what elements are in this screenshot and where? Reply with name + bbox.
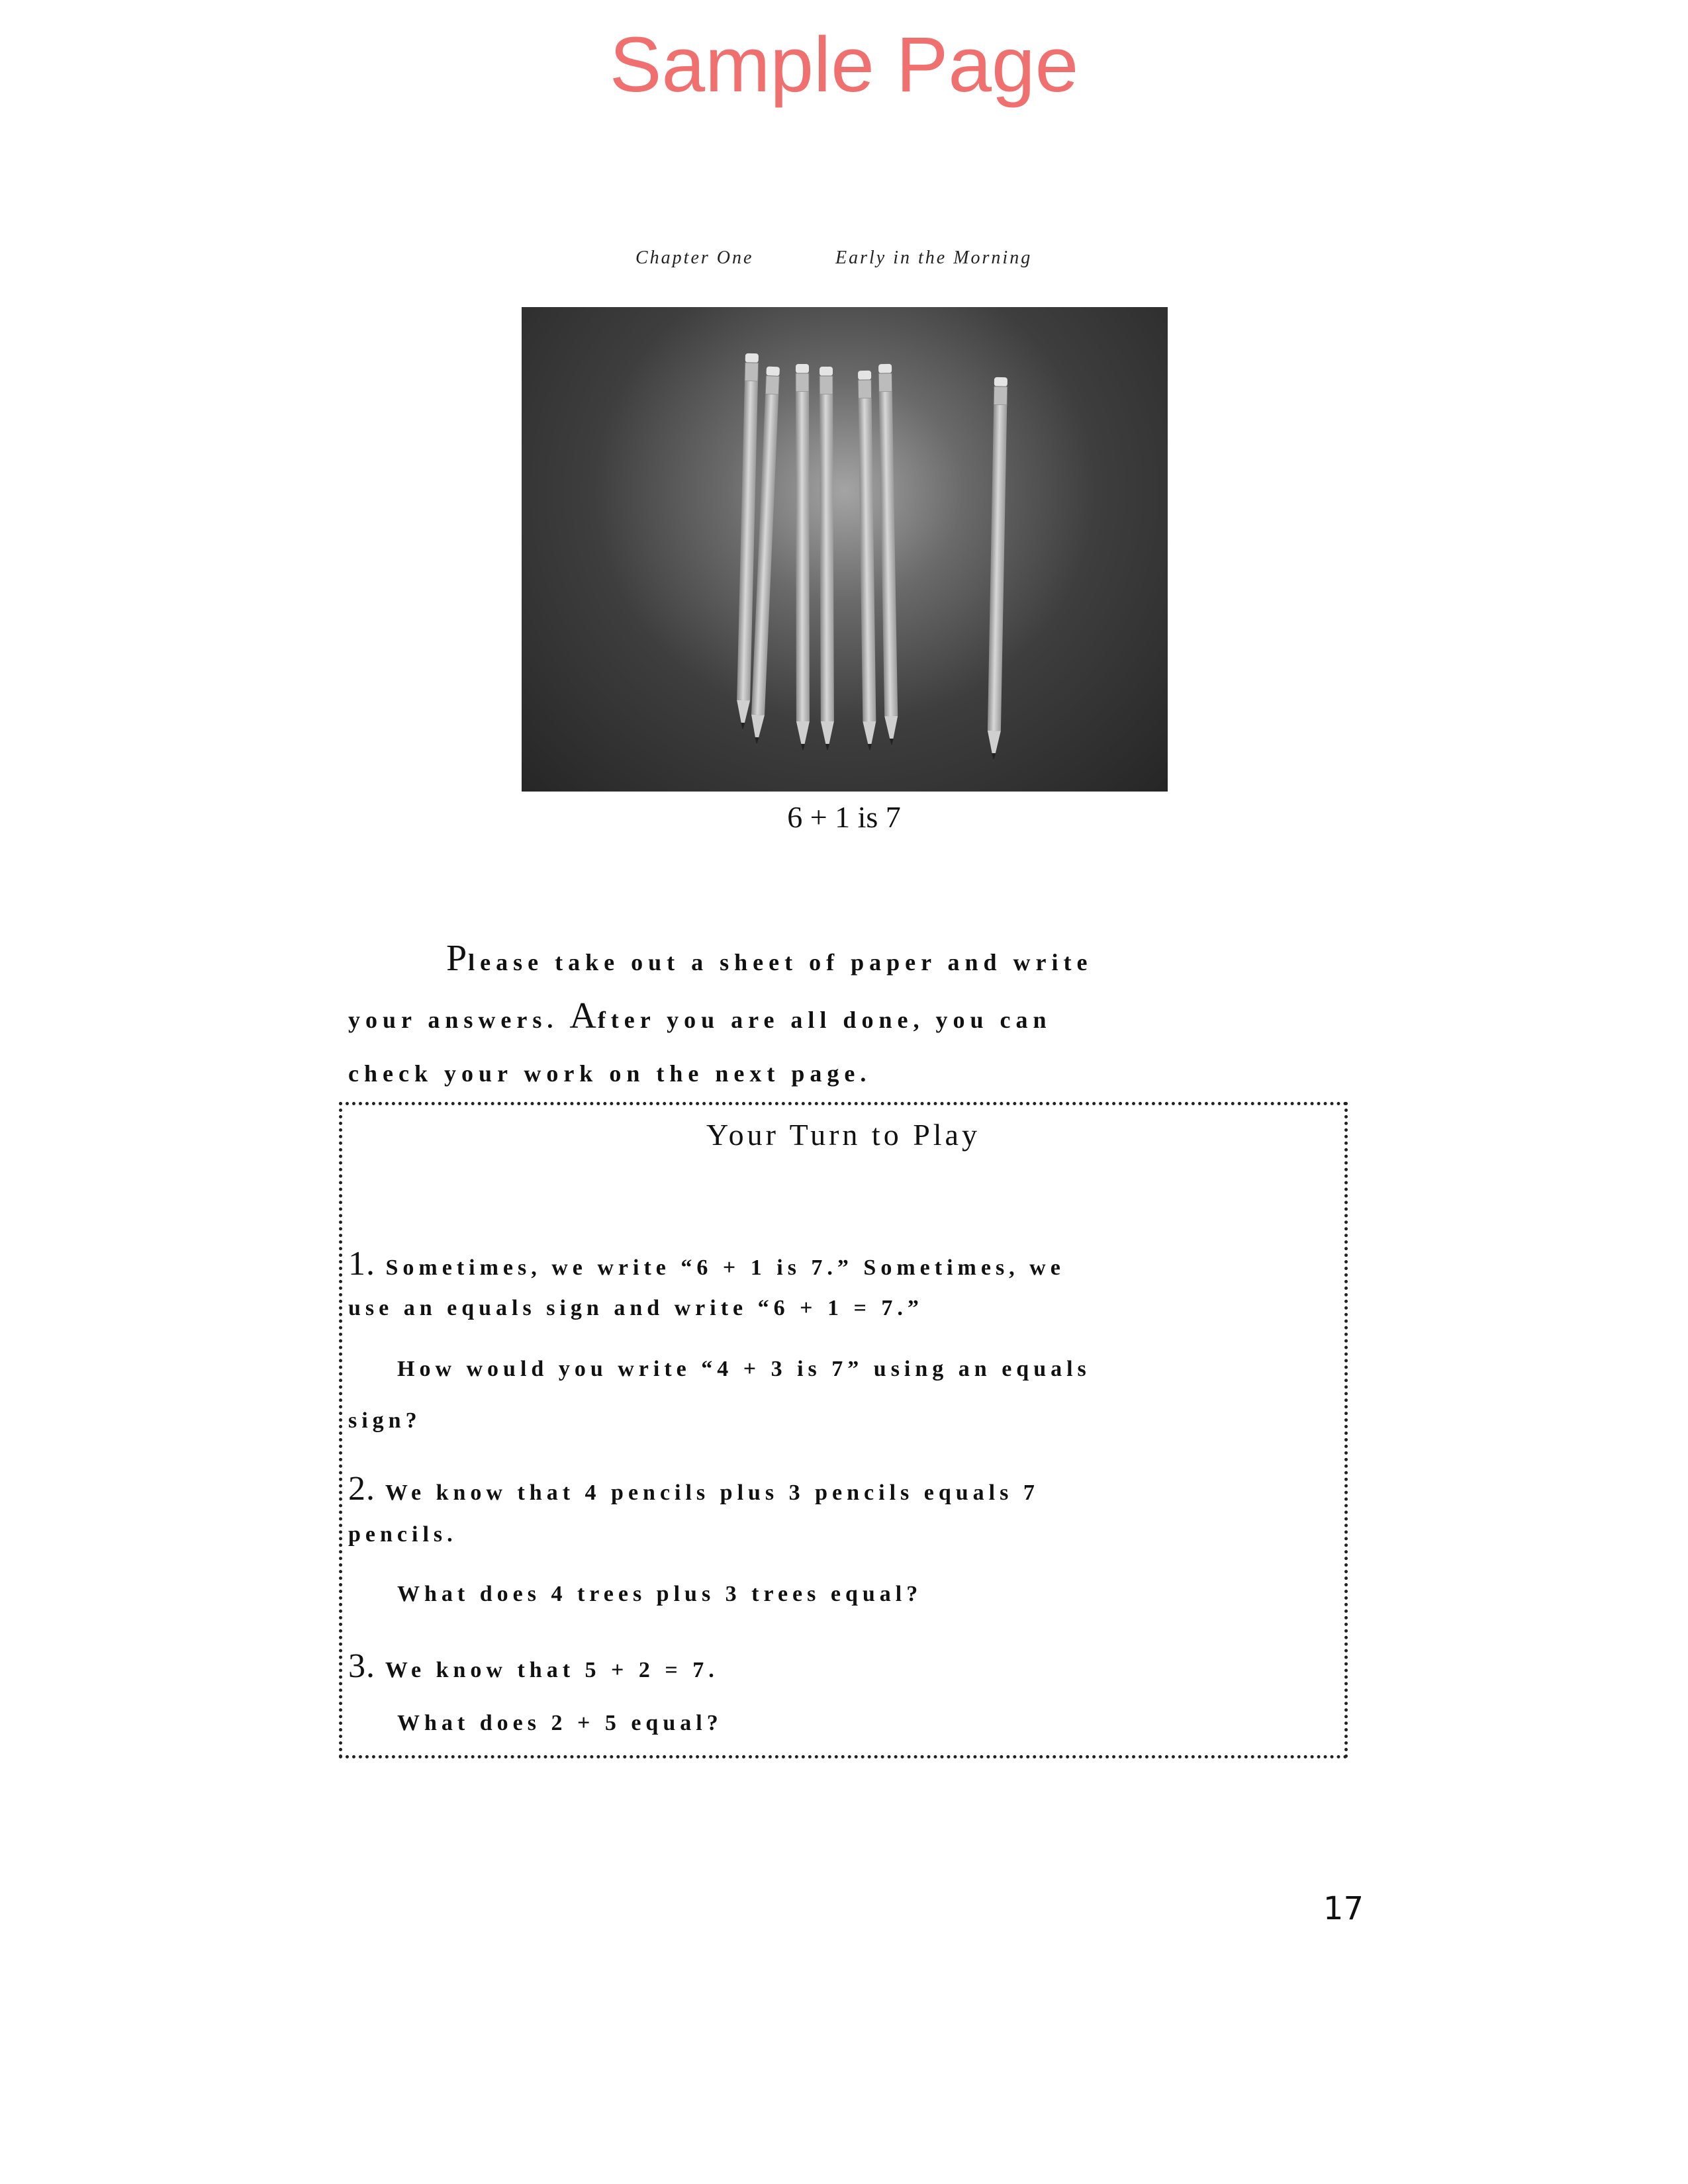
pencil-5 — [858, 371, 876, 752]
instructions-line-3: check your work on the next page. — [348, 1060, 872, 1087]
running-head-title: Early in the Morning — [835, 248, 1033, 268]
instructions-text: lease take out a sheet of paper and write — [468, 949, 1093, 976]
pencil-7 — [987, 377, 1008, 761]
question-number: 2. — [348, 1470, 375, 1508]
question-text: Sometimes, we write “6 + 1 is 7.” Sometimes, we — [385, 1255, 1065, 1280]
drop-cap: P — [446, 938, 469, 979]
pencils-illustration — [522, 307, 1168, 792]
instructions-text: your answers. — [348, 1007, 570, 1033]
instructions-paragraph — [348, 932, 1341, 1101]
sample-page-watermark: Sample Page — [609, 21, 1079, 109]
question-1-line-4: sign? — [348, 1408, 422, 1433]
question-1-line-2: use an equals sign and write “6 + 1 = 7.” — [348, 1296, 923, 1320]
question-2-line-1 — [348, 1469, 1039, 1508]
your-turn-title: Your Turn to Play — [706, 1118, 980, 1152]
question-3-line-2: What does 2 + 5 equal? — [397, 1711, 723, 1735]
pencil-3 — [796, 364, 810, 752]
page-number: 17 — [1323, 1890, 1364, 1927]
question-1-line-1 — [348, 1244, 1065, 1283]
pencil-4 — [820, 367, 834, 752]
photo-caption: 6 + 1 is 7 — [787, 800, 901, 834]
pencils-photo — [522, 307, 1168, 792]
pencil-6 — [878, 364, 898, 747]
question-2-line-2: pencils. — [348, 1522, 457, 1547]
question-text: We know that 5 + 2 = 7. — [385, 1658, 719, 1682]
instructions-line-2 — [348, 989, 1341, 1047]
question-number: 1. — [348, 1245, 375, 1283]
running-head-chapter: Chapter One — [635, 248, 754, 268]
question-text: We know that 4 pencils plus 3 pencils equals 7 — [385, 1480, 1039, 1505]
question-1-line-3: How would you write “4 + 3 is 7” using an equals — [397, 1357, 1091, 1381]
instructions-text: fter you are all done, you can — [597, 1007, 1052, 1033]
question-3-line-1 — [348, 1647, 719, 1686]
running-head — [635, 248, 1099, 281]
question-number: 3. — [348, 1647, 375, 1685]
question-2-line-3: What does 4 trees plus 3 trees equal? — [397, 1582, 923, 1606]
drop-cap: A — [569, 995, 598, 1036]
instructions-line-1 — [348, 932, 1341, 989]
